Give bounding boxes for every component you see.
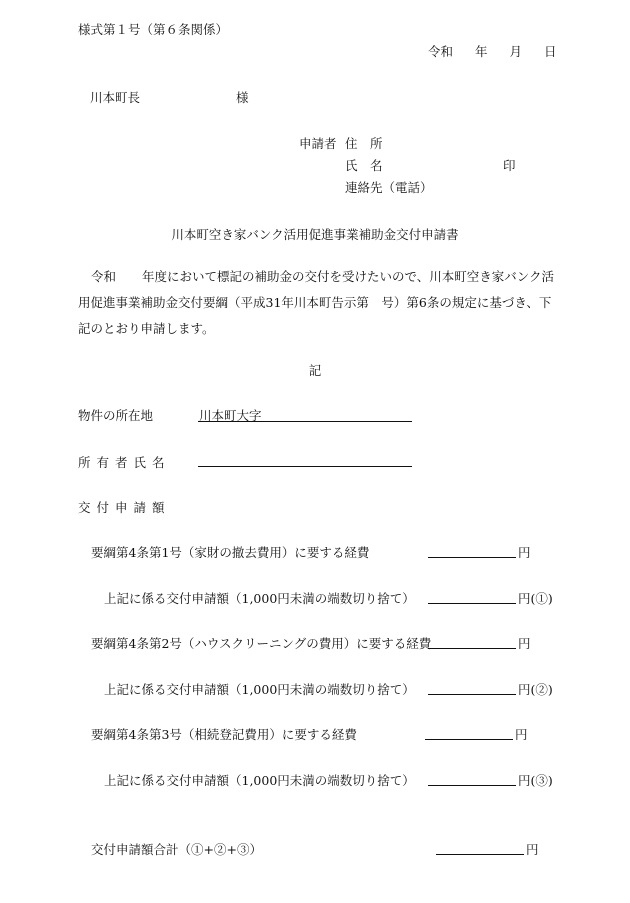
item-2-label: 上記に係る交付申請額（1,000円未満の端数切り捨て） — [104, 591, 415, 606]
item-6-unit: 円(③) — [518, 773, 553, 788]
item-5-unit: 円 — [515, 727, 528, 742]
item-4-underline — [428, 694, 516, 695]
amount-heading: 交付申請額 — [78, 500, 171, 515]
item-1-underline — [428, 557, 516, 558]
item-3-unit: 円 — [518, 636, 531, 651]
item-3-label: 要綱第4条第2号（ハウスクリーニングの費用）に要する経費 — [91, 636, 432, 651]
item-6-label: 上記に係る交付申請額（1,000円未満の端数切り捨て） — [104, 773, 415, 788]
addressee-honorific: 様 — [236, 90, 249, 105]
body-text: 年度において標記の補助金の交付を受けたいので、川本町空き家バンク活用促進事業補助金交付要綱（平成31年川本町告示第 号）第6条の規定に基づき、下記のとおり申請します。 — [78, 269, 555, 336]
date-month: 月 — [509, 44, 523, 59]
item-5-underline — [425, 739, 513, 740]
date-era: 令和 — [428, 44, 454, 59]
applicant-label: 申請者 — [299, 136, 337, 151]
item-6-underline — [428, 785, 516, 786]
applicant-name-label: 氏 名 — [345, 158, 383, 173]
date-line — [428, 42, 557, 60]
applicant-contact-label: 連絡先（電話） — [345, 180, 433, 195]
date-year: 年 — [475, 44, 488, 59]
seal-mark: 印 — [503, 158, 516, 173]
date-day: 日 — [544, 44, 557, 59]
item-4-unit: 円(②) — [518, 682, 553, 697]
applicant-address-label: 住 所 — [345, 136, 383, 151]
item-2-underline — [428, 603, 516, 604]
item-1-unit: 円 — [518, 545, 531, 560]
total-unit: 円 — [526, 842, 539, 857]
owner-underline — [198, 466, 412, 467]
addressee-name: 川本町長 — [90, 90, 141, 105]
property-label: 物件の所在地 — [78, 408, 154, 423]
body-paragraph — [78, 264, 558, 342]
item-2-unit: 円(①) — [518, 591, 553, 606]
total-underline — [436, 854, 524, 855]
item-3-underline — [428, 648, 516, 649]
total-label: 交付申請額合計（①+②+③） — [91, 842, 262, 857]
item-1-label: 要綱第4条第1号（家財の撤去費用）に要する経費 — [91, 545, 370, 560]
document-title: 川本町空き家バンク活用促進事業補助金交付申請書 — [171, 227, 459, 242]
form-number: 様式第１号（第６条関係） — [78, 22, 229, 37]
property-value: 川本町大字 — [199, 408, 262, 423]
body-era: 令和 — [91, 269, 117, 284]
owner-label: 所有者氏名 — [78, 455, 171, 470]
item-4-label: 上記に係る交付申請額（1,000円未満の端数切り捨て） — [104, 682, 415, 697]
item-5-label: 要綱第4条第3号（相続登記費用）に要する経費 — [91, 727, 357, 742]
ki-heading: 記 — [308, 363, 322, 378]
property-underline — [198, 421, 412, 422]
